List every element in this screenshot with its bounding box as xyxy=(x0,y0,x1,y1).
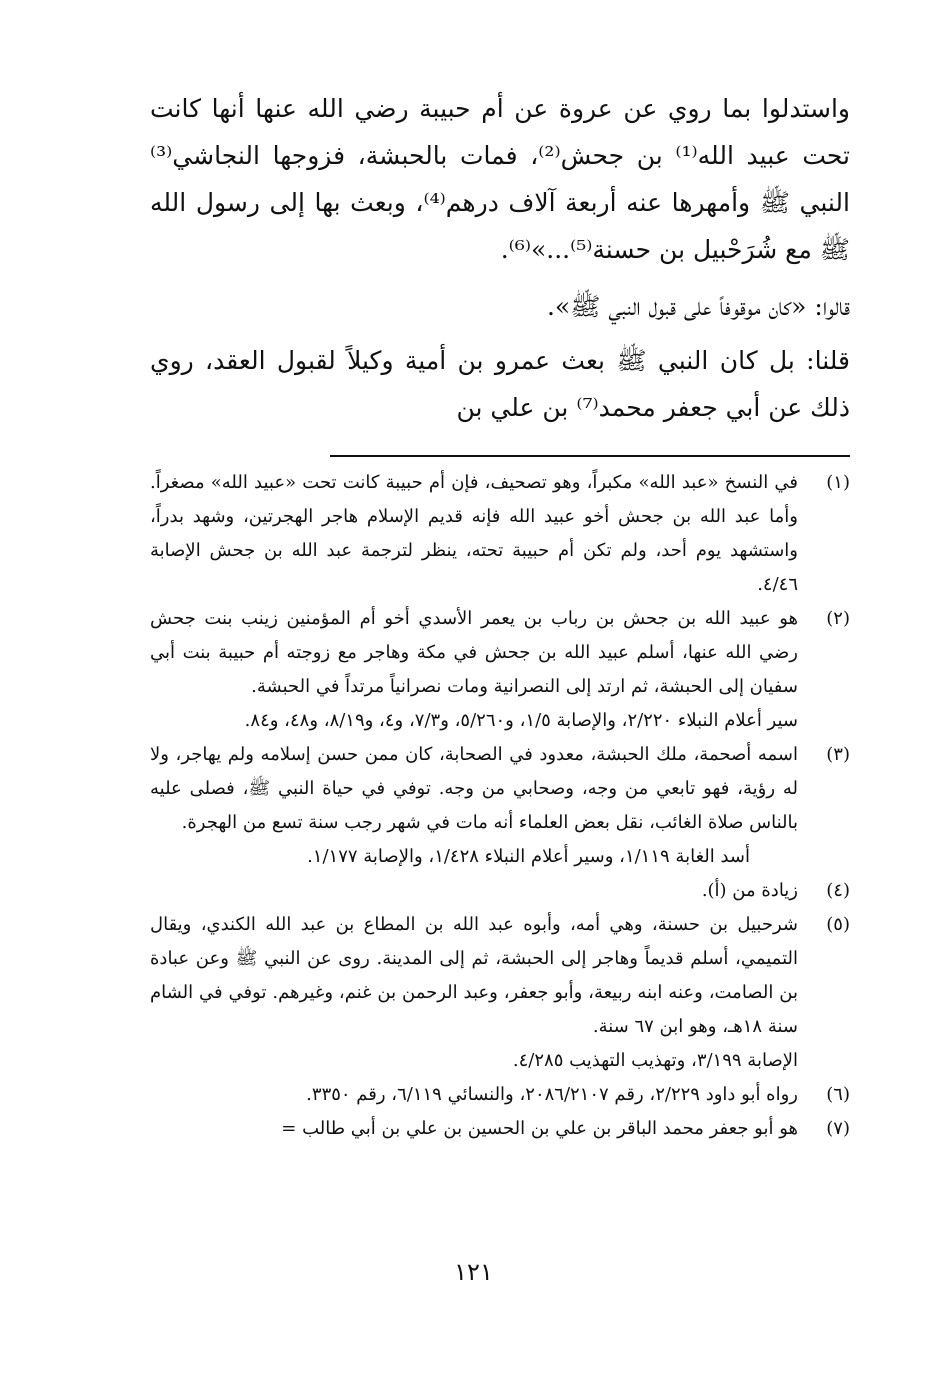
footnote-body: في النسخ «عبد الله» مكبراً، وهو تصحيف، فإن أم حبيبة كانت تحت «عبيد الله» مصغراً. وأما عبد الله بن جحش أخو عبيد الله فإنه قديم الإسلام هاجر الهجرتين، وشهد بدراً، واستشهد يوم أحد، ولم تكن أم حبيبة تحته، ينظر لترجمة عبد الله بن جحش الإصابة ٤/٤٦. xyxy=(150,472,798,595)
footnote-text xyxy=(150,1112,798,1146)
footnote-text xyxy=(150,602,798,738)
footnote-text xyxy=(150,466,798,602)
footnote-source: أسد الغابة ١/١١٩، وسير أعلام النبلاء ١/٤٢٨، والإصابة ١/١٧٧. xyxy=(307,846,750,867)
footnotes xyxy=(150,466,850,1146)
footnote-body: زيادة من (أ). xyxy=(701,880,798,901)
footnote-number: (١) xyxy=(826,472,850,493)
footnote-4 xyxy=(150,874,850,908)
footnote-5 xyxy=(150,908,850,1078)
paragraph-3: قلنا: بل كان النبي ﷺ بعث عمرو بن أمية وكيلاً لقبول العقد، روي ذلك عن أبي جعفر محمد⁽⁷⁾ بن علي بن xyxy=(150,346,850,422)
paragraph-2: قالوا: «كان موقوفاً على قبول النبي ﷺ». xyxy=(546,292,850,321)
footnote-number: (٧) xyxy=(826,1118,850,1139)
footnote-6 xyxy=(150,1078,850,1112)
footnote-2 xyxy=(150,602,850,738)
page-number: ١٢١ xyxy=(454,1258,493,1286)
footnote-body: اسمه أصحمة، ملك الحبشة، معدود في الصحابة، كان ممن حسن إسلامه ولم يهاجر، ولا له رؤية، فهو تابعي من وجه، وصحابي من وجه. توفي في حياة النبي ﷺ، فصلى عليه بالناس صلاة الغائب، نقل بعض العلماء أنه مات في شهر رجب سنة تسع من الهجرة. xyxy=(150,744,798,833)
footnote-body: رواه أبو داود ٢/٢٢٩، رقم ٢٠٨٦/٢١٠٧، والنسائي ٦/١١٩، رقم ٣٣٥٠. xyxy=(306,1084,798,1105)
footnote-number: (٥) xyxy=(826,914,850,935)
footnote-number: (٣) xyxy=(826,744,850,765)
footnote-source: الإصابة ٣/١٩٩، وتهذيب التهذيب ٤/٢٨٥. xyxy=(512,1050,798,1071)
footnote-1 xyxy=(150,466,850,602)
paragraph-1: واستدلوا بما روي عن عروة عن أم حبيبة رضي الله عنها أنها كانت تحت عبيد الله⁽¹⁾ بن جحش⁽²⁾، فمات بالحبشة، فزوجها النجاشي⁽³⁾ النبي ﷺ وأمهرها عنه أربعة آلاف درهم⁽⁴⁾، وبعث بها إلى رسول الله ﷺ مع شُرَحْبيل بن حسنة⁽⁵⁾...»⁽⁶⁾. xyxy=(150,94,850,264)
footnote-7 xyxy=(150,1112,850,1146)
footnote-number: (٦) xyxy=(826,1084,850,1105)
footnote-number: (٤) xyxy=(826,880,850,901)
footnote-number: (٢) xyxy=(826,608,850,629)
footnote-source: سير أعلام النبلاء ٢/٢٢٠، والإصابة ١/٥، و٥/٢٦٠، و٧/٣، و٤، و٨/١٩، و٤٨، و٨٤. xyxy=(244,710,798,731)
footnote-text xyxy=(150,874,798,908)
footnote-text xyxy=(150,1078,798,1112)
footnote-text xyxy=(150,908,798,1078)
footnote-body: هو أبو جعفر محمد الباقر بن علي بن الحسين بن علي بن أبي طالب = xyxy=(281,1118,798,1139)
footnote-text xyxy=(150,738,798,874)
footnote-divider xyxy=(330,455,850,457)
footnote-body: هو عبيد الله بن جحش بن رباب بن يعمر الأسدي أخو أم المؤمنين زينب بنت جحش رضي الله عنها، أسلم عبيد الله بن جحش في مكة وهاجر مع زوجته أم حبيبة بنت أبي سفيان إلى الحبشة، ثم ارتد إلى النصرانية ومات نصرانياً مرتداً في الحبشة. xyxy=(150,608,798,697)
footnote-body: شرحبيل بن حسنة، وهي أمه، وأبوه عبد الله بن المطاع بن عبد الله الكندي، ويقال التميمي، أسلم قديماً وهاجر إلى الحبشة، ثم إلى المدينة. روى عن النبي ﷺ وعن عبادة بن الصامت، وعنه ابنه ربيعة، وأبو جعفر، وعبد الرحمن بن غنم، وغيرهم. توفي في الشام سنة ١٨هـ، وهو ابن ٦٧ سنة. xyxy=(150,914,798,1037)
footnote-3 xyxy=(150,738,850,874)
